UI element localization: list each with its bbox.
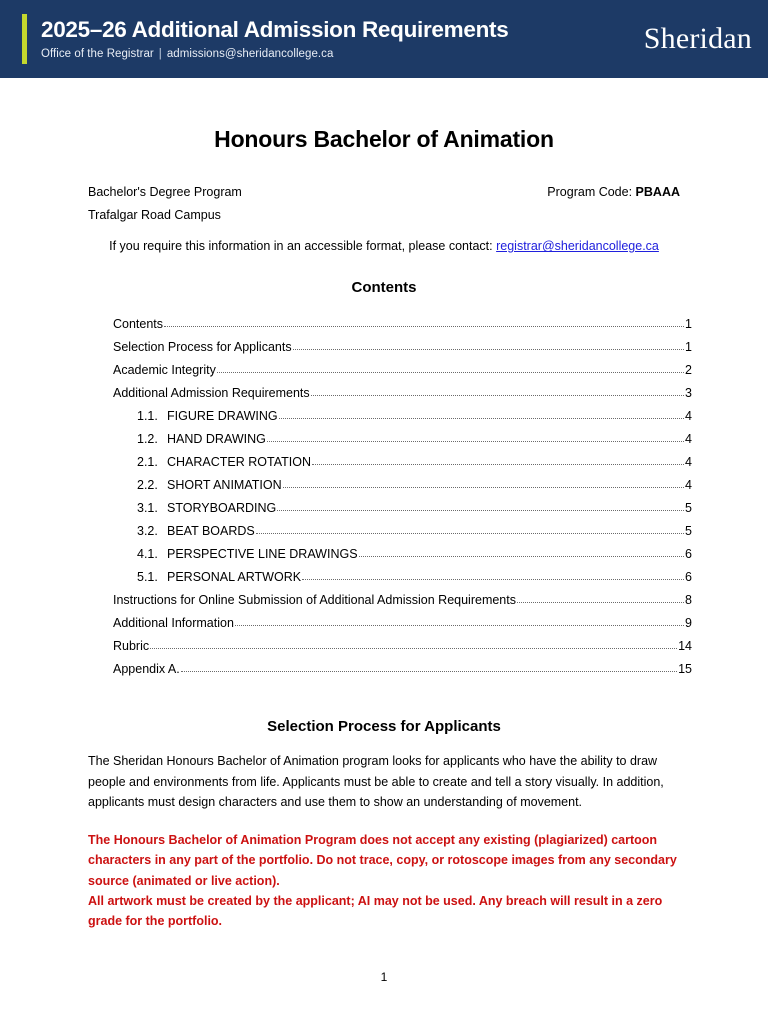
toc-entry[interactable]: [113, 377, 692, 400]
toc-entry-label: Academic Integrity: [113, 362, 216, 377]
page-body: [0, 78, 768, 931]
selection-process-paragraph: The Sheridan Honours Bachelor of Animation program looks for applicants who have the ability to draw people and environments from life. Applicants must be able to create and tell a story visually. In addition, applicants must design characters and use them to show an understanding of movement.: [88, 754, 664, 809]
page-number: 1: [380, 970, 388, 984]
toc-dot-leader: [256, 532, 684, 534]
toc-dot-leader: [164, 325, 684, 327]
toc-entry-label: 2.1. CHARACTER ROTATION: [137, 454, 311, 469]
toc-entry-number: 5.1.: [137, 569, 158, 584]
toc-entry[interactable]: [113, 354, 692, 377]
selection-process-heading: Selection Process for Applicants: [267, 718, 501, 736]
toc-entry[interactable]: [113, 492, 692, 515]
page-title: Honours Bachelor of Animation: [214, 126, 554, 152]
toc-entry-page: 3: [685, 385, 692, 400]
toc-entry-label: Rubric: [113, 638, 150, 653]
program-code-label: Program Code:: [547, 185, 633, 199]
program-meta-row-2: [88, 204, 680, 227]
warning-paragraph-2: All artwork must be created by the applicant; AI may not be used. Any breach will result in a zero grade for the portfolio.: [88, 893, 663, 928]
toc-entry-number: 4.1.: [137, 546, 158, 561]
contents-heading: Contents: [351, 279, 417, 297]
toc-dot-leader: [217, 371, 684, 373]
toc-entry-page: 2: [685, 362, 692, 377]
toc-entry-number: 3.1.: [137, 500, 158, 515]
toc-entry-page: 4: [685, 477, 692, 492]
toc-entry-label: Additional Information: [113, 615, 234, 630]
toc-entry-page: 15: [678, 661, 692, 676]
toc-entry-label: 1.1. FIGURE DRAWING: [137, 408, 278, 423]
registrar-email-link[interactable]: registrar@sheridancollege.ca: [496, 239, 659, 254]
toc-entry[interactable]: [113, 423, 692, 446]
toc-entry-page: 8: [685, 592, 692, 607]
toc-entry-page: 1: [685, 316, 692, 331]
toc-entry-page: 5: [685, 523, 692, 538]
header-content: [22, 14, 508, 64]
toc-entry[interactable]: [113, 308, 692, 331]
toc-entry-number: 3.2.: [137, 523, 158, 538]
toc-entry[interactable]: [113, 515, 692, 538]
page-header: [0, 0, 768, 78]
sheridan-logo: Sheridan: [643, 22, 752, 55]
toc-dot-leader: [277, 509, 684, 511]
toc-entry-number: 1.1.: [137, 408, 158, 423]
toc-entry[interactable]: [113, 630, 692, 653]
plagiarism-warning: [0, 830, 768, 931]
toc-dot-leader: [150, 647, 677, 649]
toc-dot-leader: [181, 670, 677, 672]
toc-entry-label: Appendix A.: [113, 661, 180, 676]
toc-entry[interactable]: [113, 561, 692, 584]
toc-entry[interactable]: [113, 584, 692, 607]
toc-entry[interactable]: [113, 400, 692, 423]
toc-dot-leader: [279, 417, 684, 419]
program-meta: [0, 181, 768, 227]
toc-entry[interactable]: [113, 469, 692, 492]
toc-dot-leader: [235, 624, 684, 626]
toc-entry-label: 5.1. PERSONAL ARTWORK: [137, 569, 302, 584]
toc-dot-leader: [359, 555, 685, 557]
program-type: Bachelor's Degree Program: [88, 185, 242, 199]
toc-entry-page: 6: [685, 546, 692, 561]
toc-dot-leader: [293, 348, 684, 350]
toc-entry[interactable]: [113, 446, 692, 469]
toc-dot-leader: [302, 578, 684, 580]
toc-dot-leader: [267, 440, 684, 442]
header-subtitle: [41, 48, 508, 60]
header-text-group: [41, 14, 508, 64]
accessible-format-text: If you require this information in an accessible format, please contact:: [109, 239, 493, 254]
toc-entry-label: 1.2. HAND DRAWING: [137, 431, 266, 446]
toc-entry-label: Additional Admission Requirements: [113, 385, 310, 400]
header-email[interactable]: admissions@sheridancollege.ca: [166, 47, 334, 60]
toc-entry[interactable]: [113, 331, 692, 354]
toc-entry-page: 4: [685, 431, 692, 446]
toc-dot-leader: [283, 486, 684, 488]
header-office: Office of the Registrar: [41, 47, 154, 60]
toc-entry-label: 3.1. STORYBOARDING: [137, 500, 277, 515]
toc-entry-page: 1: [685, 339, 692, 354]
toc-entry-page: 5: [685, 500, 692, 515]
campus: Trafalgar Road Campus: [88, 208, 221, 223]
program-meta-row-1: [88, 181, 680, 204]
toc-entry-number: 2.1.: [137, 454, 158, 469]
toc-entry[interactable]: [113, 653, 692, 676]
toc-dot-leader: [517, 601, 684, 603]
program-code-value: PBAAA: [635, 185, 680, 199]
header-title: 2025–26 Additional Admission Requirements: [41, 17, 509, 43]
table-of-contents: [0, 308, 768, 676]
toc-entry-page: 14: [678, 638, 692, 653]
toc-entry[interactable]: [113, 538, 692, 561]
toc-entry-label: Instructions for Online Submission of Additional Admission Requirements: [113, 592, 516, 607]
warning-paragraph-1: The Honours Bachelor of Animation Program does not accept any existing (plagiarized) cartoon characters in any part of the portfolio. Do not trace, copy, or rotoscope images from any secondary source (animated or live action).: [88, 833, 677, 888]
toc-entry-label: 2.2. SHORT ANIMATION: [137, 477, 282, 492]
toc-entry-label: 4.1. PERSPECTIVE LINE DRAWINGS: [137, 546, 358, 561]
accessible-format-note: [0, 239, 768, 253]
toc-entry-page: 4: [685, 408, 692, 423]
program-code: [547, 181, 680, 204]
toc-entry-number: 1.2.: [137, 431, 158, 446]
toc-entry-label: 3.2. BEAT BOARDS: [137, 523, 255, 538]
toc-entry-number: 2.2.: [137, 477, 158, 492]
toc-entry-page: 6: [685, 569, 692, 584]
toc-dot-leader: [312, 463, 684, 465]
toc-entry-label: Selection Process for Applicants: [113, 339, 292, 354]
toc-entry-label: Contents: [113, 316, 164, 331]
toc-entry-page: 9: [685, 615, 692, 630]
accent-bar: [22, 14, 27, 64]
header-divider: |: [158, 47, 162, 60]
toc-dot-leader: [311, 394, 684, 396]
toc-entry-page: 4: [685, 454, 692, 469]
toc-entry[interactable]: [113, 607, 692, 630]
